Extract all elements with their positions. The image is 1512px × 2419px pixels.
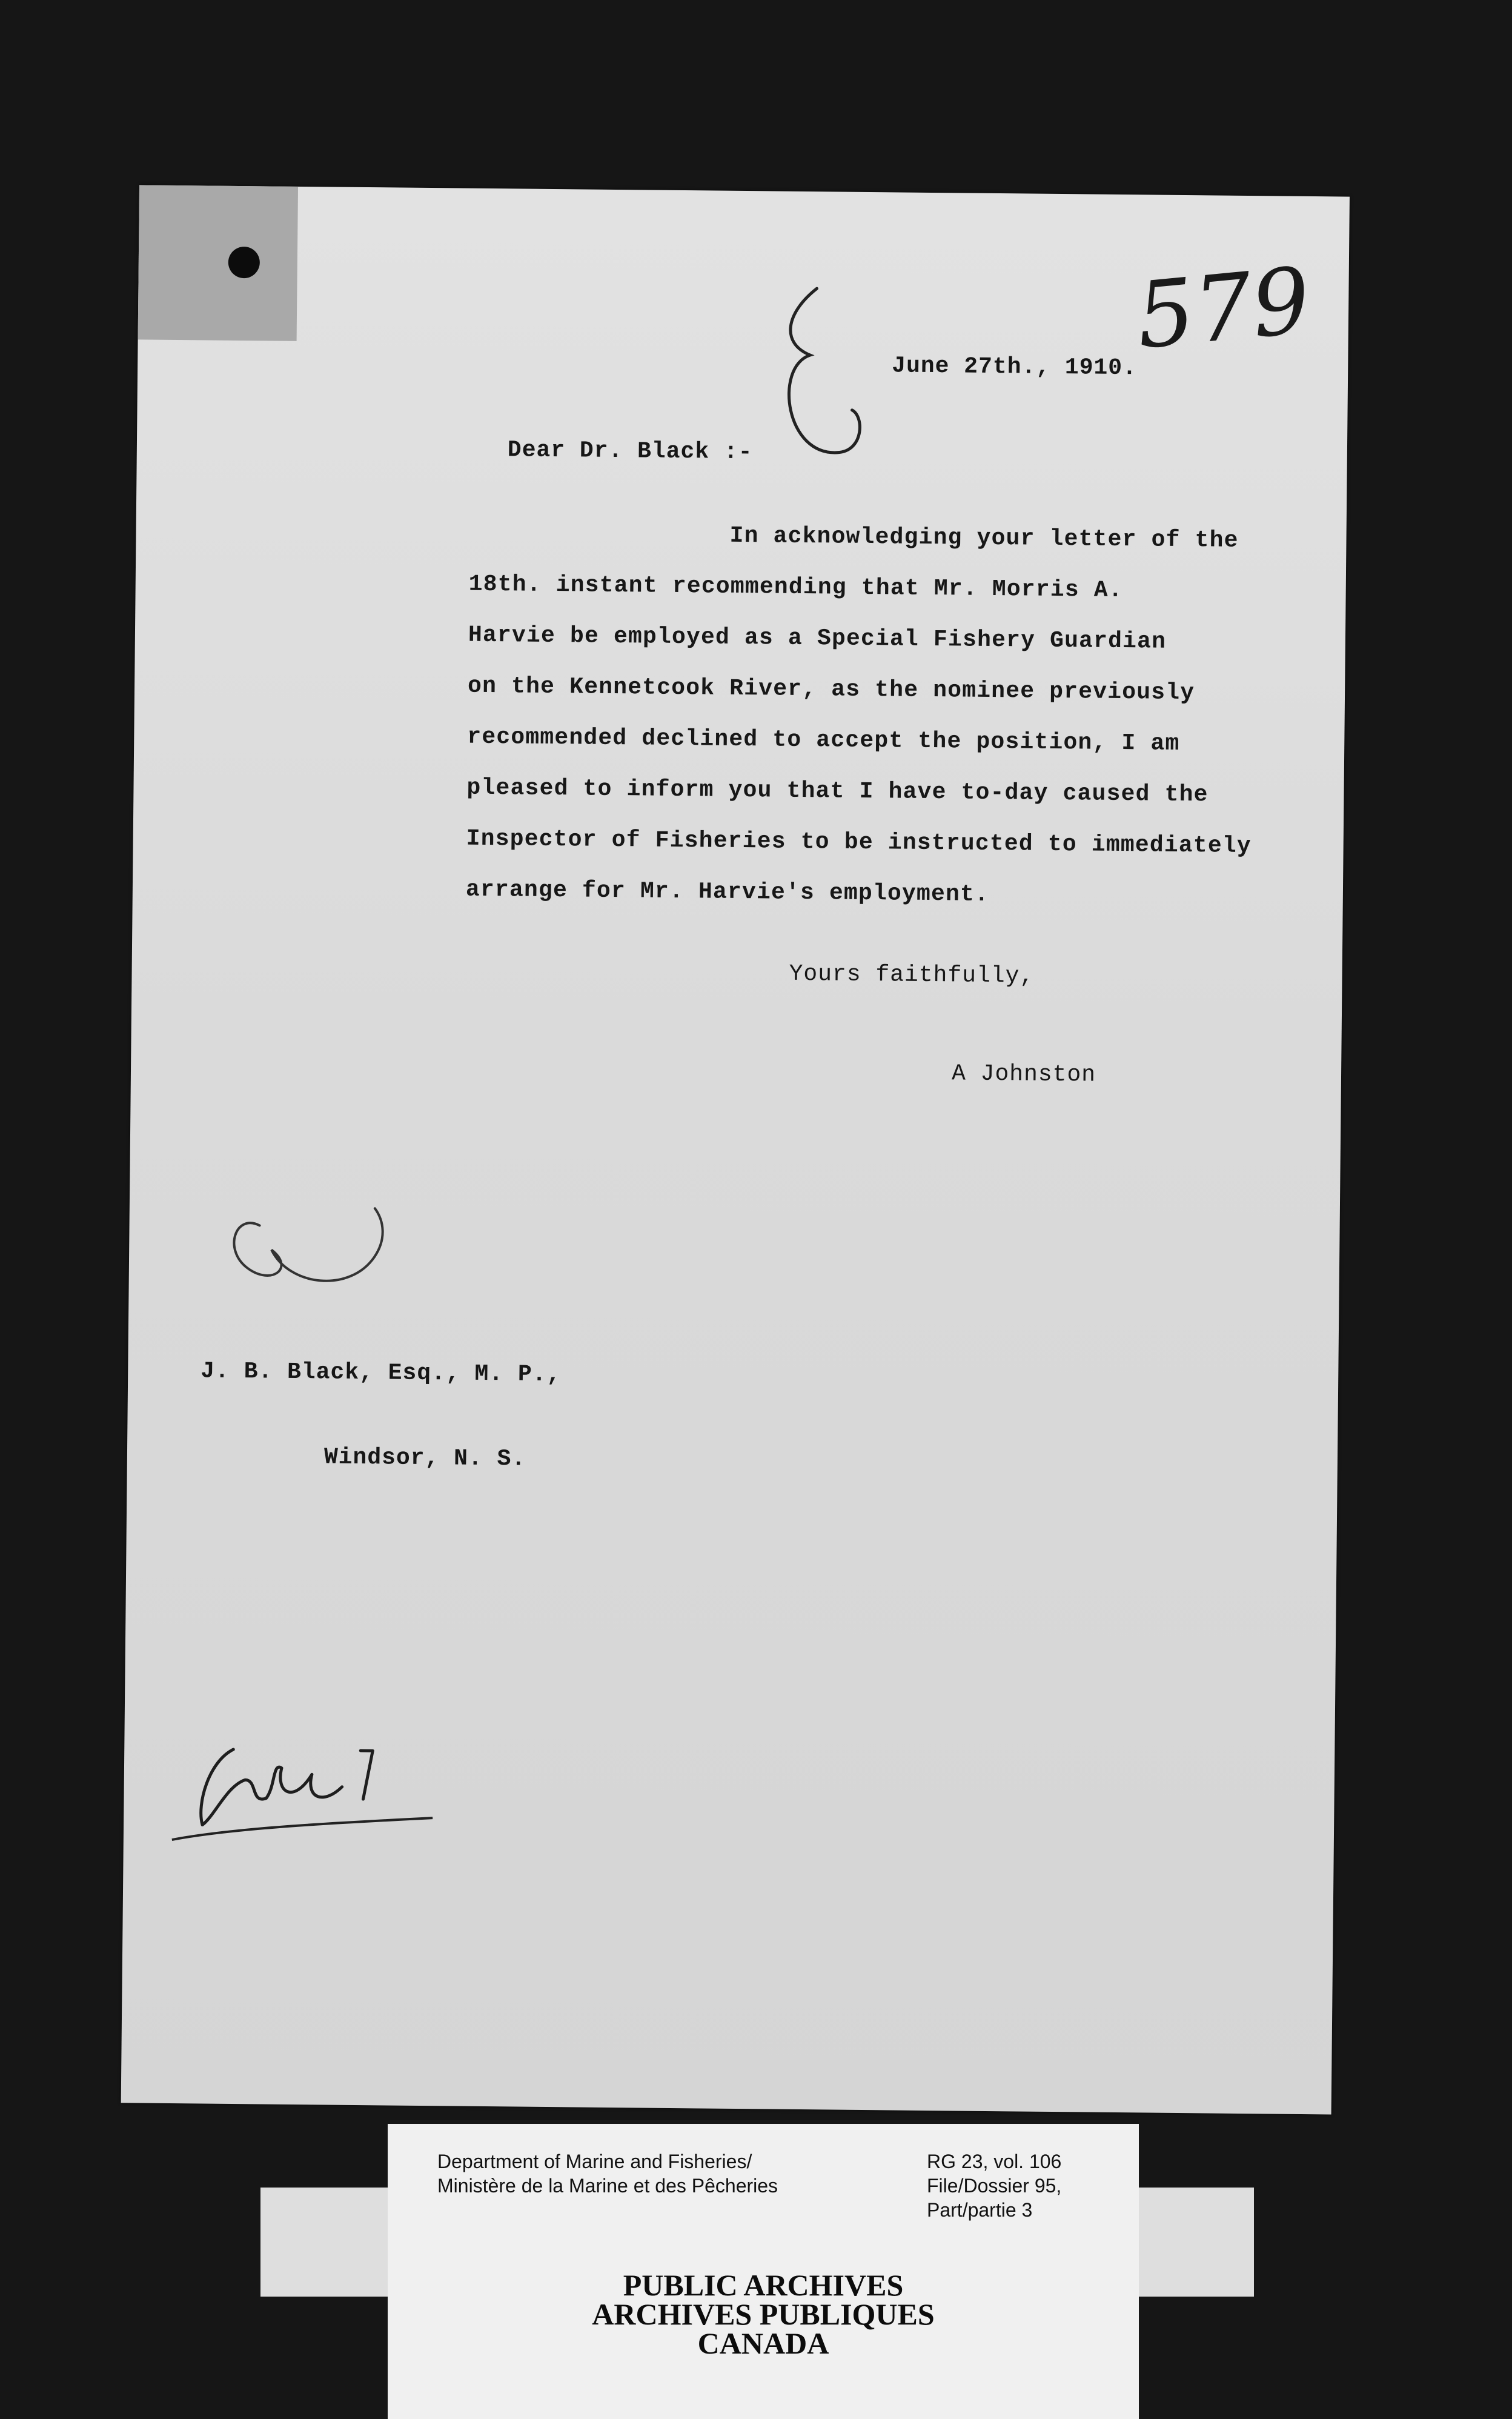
body-line: arrange for Mr. Harvie's employment. — [465, 876, 990, 908]
page-number: 579 — [1132, 248, 1315, 370]
pencil-loop-mark — [210, 1189, 405, 1312]
addressee-place: Windsor, N. S. — [323, 1444, 526, 1472]
reference-line: Part/partie 3 — [927, 2199, 1033, 2221]
archive-label — [388, 2124, 1139, 2419]
salutation: Dear Dr. Black :- — [507, 437, 753, 466]
letter-page — [121, 185, 1350, 2114]
body-line: Harvie be employed as a Special Fishery Guardian — [468, 622, 1167, 655]
body-line: recommended declined to accept the position, I am — [467, 724, 1180, 757]
archives-title: CANADA — [697, 2326, 829, 2360]
body-line: In acknowledging your letter of the — [729, 522, 1239, 554]
body-line: on the Kennetcook River, as the nominee previously — [467, 673, 1195, 707]
department-line: Department of Marine and Fisheries/ — [437, 2151, 752, 2172]
handwritten-initials — [159, 1712, 451, 1873]
department-line: Ministère de la Marine et des Pêcheries — [437, 2175, 778, 2197]
addressee-name: J. B. Black, Esq., M. P., — [201, 1358, 562, 1388]
archives-title: ARCHIVES PUBLIQUES — [592, 2297, 935, 2331]
pencil-bracket-mark — [773, 276, 872, 471]
body-line: 18th. instant recommending that Mr. Morris A. — [468, 571, 1124, 604]
corner-tab — [138, 185, 298, 341]
archives-title: PUBLIC ARCHIVES — [623, 2268, 904, 2302]
reference-line: File/Dossier 95, — [927, 2175, 1062, 2197]
signature: A Johnston — [951, 1060, 1096, 1088]
body-line: pleased to inform you that I have to-day caused the — [466, 774, 1209, 808]
punch-hole — [228, 247, 260, 278]
reference-line: RG 23, vol. 106 — [927, 2151, 1062, 2172]
closing: Yours faithfully, — [789, 960, 1035, 990]
letter-date: June 27th., 1910. — [892, 353, 1138, 382]
body-line: Inspector of Fisheries to be instructed to immediately — [466, 825, 1252, 860]
